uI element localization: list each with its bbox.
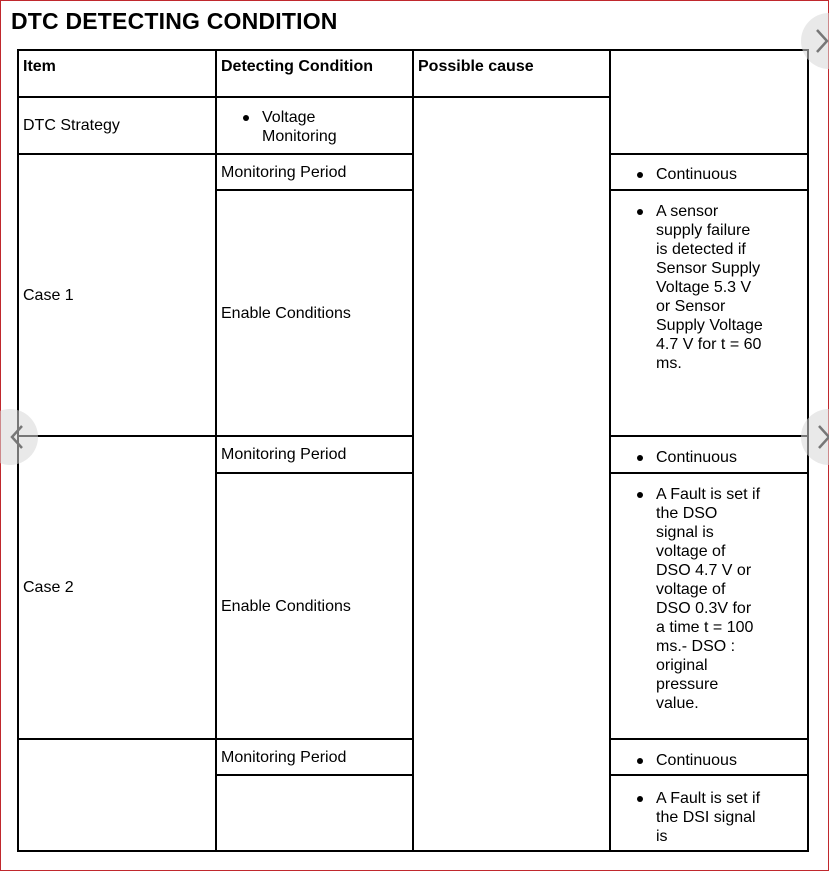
table-border-top [17,49,809,51]
chevron-right-icon [815,28,829,54]
case-3-enable-label [221,776,409,850]
case-1-monitoring-value [635,165,755,184]
case-1-enable-label-text: Enable Conditions [221,304,351,322]
column-divider [609,49,611,852]
row-divider [609,472,809,474]
row-divider [609,738,809,740]
case-1-enable-value-text: A sensor supply failure is detected if Sensor Supply Voltage 5.3 V or Sensor Supply Voltage 4.7 V for t = 60 ms. [635,202,763,373]
case-2-enable-label [221,474,409,738]
case-2-monitoring-label-text: Monitoring Period [221,446,347,463]
case-3-monitoring-label [221,740,409,774]
case-1-enable-value [635,202,763,373]
case-1-monitoring-value-text: Continuous [635,165,755,184]
strategy-label [23,98,211,153]
case-1-label-text: Case 1 [23,286,74,304]
case-2-label-text: Case 2 [23,579,74,596]
header-detecting-condition: Detecting Condition [221,58,373,75]
header-item: Item [23,58,56,75]
case-3-enable-value-text: A Fault is set if the DSI signal is [635,789,763,846]
case-3-enable-value [635,789,763,846]
strategy-value [241,108,361,146]
case-2-enable-value [635,485,763,713]
case-2-monitoring-value [635,448,755,467]
column-divider [412,49,414,852]
case-3-monitoring-value [635,751,755,770]
case-1-label [23,155,211,435]
header-possible-cause: Possible cause [418,58,534,75]
page-title: DTC DETECTING CONDITION [11,8,338,34]
case-2-monitoring-label [221,437,409,472]
case-3-monitoring-value-text: Continuous [635,751,755,770]
case-2-monitoring-value-text: Continuous [635,448,755,467]
row-divider [609,189,809,191]
column-divider [215,49,217,852]
chevron-right-icon [817,424,829,450]
case-1-monitoring-label-text: Monitoring Period [221,163,347,181]
case-3-label [23,740,211,850]
chevron-left-icon [10,424,24,450]
row-divider [609,774,809,776]
table-border-bottom [17,850,809,852]
strategy-value-text: Voltage Monitoring [241,108,361,146]
case-2-enable-label-text: Enable Conditions [221,597,351,615]
case-3-monitoring-label-text: Monitoring Period [221,748,347,766]
strategy-label-text: DTC Strategy [23,117,120,134]
dtc-table [17,49,810,852]
case-2-label [23,437,211,738]
case-2-enable-value-text: A Fault is set if the DSO signal is voltage of DSO 4.7 V or voltage of DSO 0.3V for a time t = 100 ms.- DSO : original pressure value. [635,485,763,713]
case-1-monitoring-label [221,155,409,189]
row-divider [609,435,809,437]
row-divider [609,153,809,155]
case-1-enable-label [221,191,409,435]
